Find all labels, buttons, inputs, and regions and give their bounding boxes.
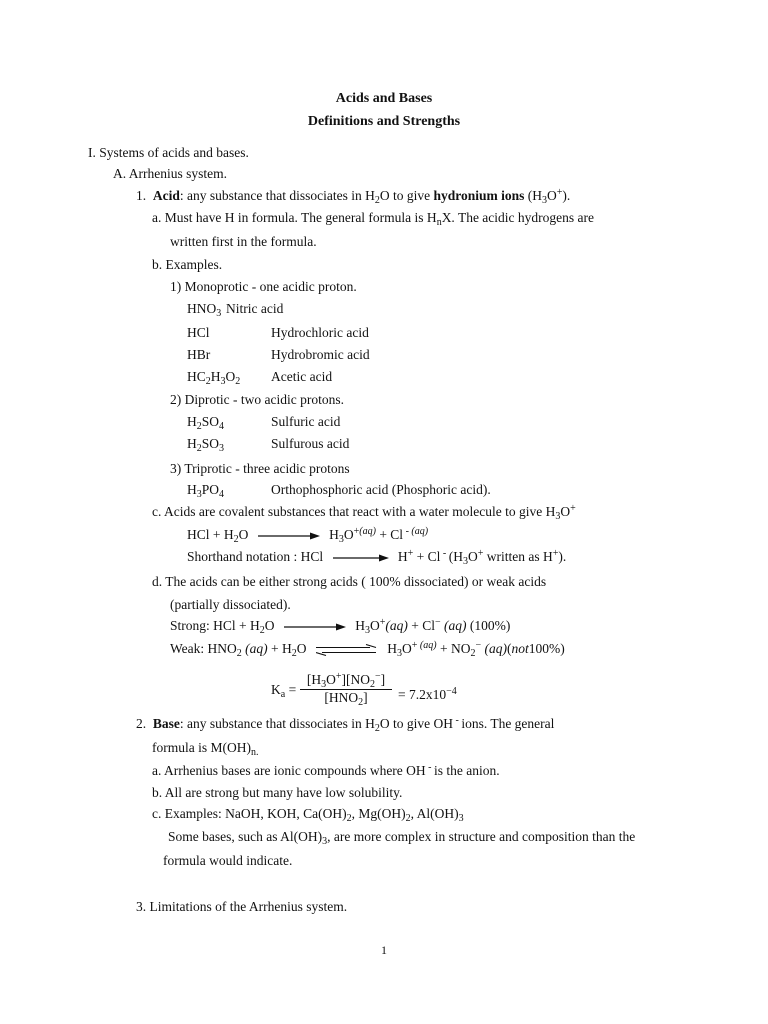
h3po4-formula: $H_3PO_4$ (187, 482, 225, 500)
weak-acid-equation: Weak: $HNO_2$ $(aq) + H_2O$ $H_3O^+$ $^{(aq)} + NO_2^-$ (aq)(not100%) (170, 640, 565, 659)
h2so3-formula: $H_2SO_3$ (187, 436, 225, 454)
ka-numerator: $[H_3O^+][NO_2^-]$ (300, 672, 392, 690)
acid-a-line2: written first in the formula. (170, 234, 317, 249)
document-title: Acids and Bases (335, 91, 433, 106)
h3po4-name: Orthophosphoric acid (Phosphoric acid). (271, 482, 491, 497)
ka-lhs: $K_a$ = (271, 682, 297, 700)
ka-fraction (300, 672, 392, 706)
hbr-name: Hydrobromic acid (271, 347, 370, 362)
acetic-formula: $HC_2H_3O_2$ (187, 369, 241, 387)
reaction-arrow-icon (258, 531, 320, 541)
diprotic-heading: 2) Diprotic - two acidic protons. (170, 392, 344, 407)
acid-d-strength-cont: (partially dissociated). (170, 597, 291, 612)
hbr-formula: HBr (187, 347, 211, 362)
reaction-arrow-icon (333, 553, 389, 563)
acid-b-examples: b. Examples. (152, 257, 223, 272)
acetic-name: Acetic acid (271, 369, 333, 384)
shorthand-notation: Shorthand notation : HCl H+ + Cl - ($H_3O^+$ written as H+). (187, 548, 567, 567)
base-b: b. All are strong but many have low solubility. (152, 785, 403, 800)
acid-a-line1: a. Must have H in formula. The general formula is $H_nX$. The acidic hydrogens are (152, 210, 595, 228)
acid-c-covalent: c. Acids are covalent substances that react with a water molecule to give $H_3O^+$ (152, 503, 576, 522)
page-number: 1 (381, 943, 387, 957)
reaction-arrow-icon (284, 622, 346, 632)
section-i: I. Systems of acids and bases. (88, 145, 249, 160)
h2so3-name: Sulfurous acid (271, 436, 350, 451)
base-complex-line1: Some bases, such as $Al(OH)_3$, are more complex in structure and composition than the (168, 829, 636, 847)
hno3-name: Nitric acid (226, 301, 284, 316)
document-subtitle: Definitions and Strengths (307, 114, 461, 129)
acid-d-strength: d. The acids can be either strong acids ( 100% dissociated) or weak acids (152, 574, 547, 589)
base-formula-line: formula is $M(OH)_{n.}$ (152, 740, 259, 758)
base-complex-line2: formula would indicate. (163, 853, 293, 868)
hcl-water-equation: HCl + $H_2O$ $H_3O^{+(aq)} + Cl$ - $^{(aq)}$ (187, 526, 429, 545)
triprotic-heading: 3) Triprotic - three acidic protons (170, 461, 350, 476)
limitations-heading: 3. Limitations of the Arrhenius system. (136, 899, 348, 914)
h2so4-name: Sulfuric acid (271, 414, 341, 429)
base-c: c. Examples: NaOH, KOH, $Ca(OH)_2$, $Mg(OH)_2$, $Al(OH)_3$ (152, 806, 464, 824)
hcl-name: Hydrochloric acid (271, 325, 369, 340)
h2so4-formula: $H_2SO_4$ (187, 414, 225, 432)
ka-value: = $7.2x10^{-4}$ (398, 686, 457, 702)
base-a: a. Arrhenius bases are ionic compounds where OH - is the anion. (152, 762, 500, 778)
monoprotic-heading: 1) Monoprotic - one acidic proton. (170, 279, 357, 294)
base-definition: 2. Base: any substance that dissociates in $H_2O$ to give OH - ions. The general (136, 715, 555, 734)
strong-acid-equation: Strong: HCl + $H_2O$ $H_3O^+(aq) + Cl^-$ (aq) (100%) (170, 617, 511, 636)
ka-denominator: $[HNO_2]$ (324, 690, 368, 708)
section-a: A. Arrhenius system. (113, 166, 227, 181)
hcl-formula: HCl (187, 325, 210, 340)
acid-definition: 1. Acid: any substance that dissociates in $H_2O$ to give hydronium ions $(H_3O^+)$. (136, 187, 571, 206)
equilibrium-arrow-icon (316, 644, 378, 656)
hno3-formula: $HNO_3$ (187, 301, 222, 319)
